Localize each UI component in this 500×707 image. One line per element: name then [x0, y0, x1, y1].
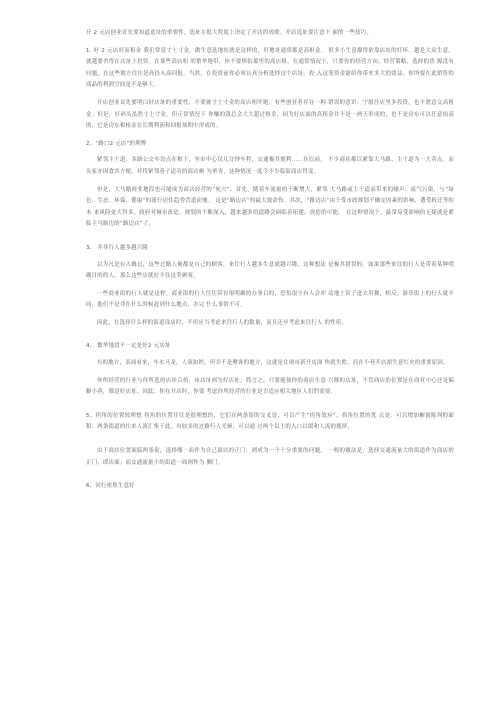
body-paragraph: 但是，大马路商业地段也可能成为商店经营的“死穴”。首先，随着车流量的不断增大，紧邻 大马路或主干道而带来的噪声、废气污染，与“绿色、生态、环保、健康”的流行居住趋势背道而驰。 这是“路边店”的最大致命伤。其次，“路边店”由于受市政规划不确定因素的影响，遭受拆迁等的未 来风险更大得多，政府对城市改造、规划的不断深入，越来越多的道路会面临着拓建、改造的可能。 在这种情况下，最常易受影响的无疑就是紧临主马路边的“路边店”了。: [86, 186, 454, 228]
body-paragraph: 开 2 元店创业首先要知道选址的重要性，选址在很大程度上决定了开店的成败。开店选址要注意下 面的一些技巧。: [86, 30, 372, 36]
body-paragraph: 以为凡是有人路过，这些过路人便都是自己的顾客，来往行人越多生意就越兴隆，这种想法 是极其错误的。如果那些来往的行人是带着某种明确目的的人，那么这些店就拉不住这类顾客。: [86, 261, 454, 280]
body-paragraph: 你所经营的行业与你所选的店址合拍，该店址则为好店址。简言之，只要能使你的商店生意 兴隆的店址，不管商店的位置是在商业中心还是偏僻小巷，都是好店址。因此，你在开店时，你要 考虑你所经营的行业是否适应相关地区人们的需要。: [86, 377, 454, 396]
body-paragraph: 1. 好 2 元店旺而租金 我们常说寸土寸金，做生意选地址就是这样的，好地址通常都是高租金。 很多小生意都得依靠店址的好坏，越是大众生意，就越要舍得在店址上投资。在那些高店租 的繁华地带，你不要惧怕那里的高店租，在通常情况下，只要你的经营方向、经营策略、选择的货 源没有问题，在这些地方往往是高投入高回报。当然，在投资前你必须认真分析选择这个店址。投 入这笔资金能给你带来多大的效益，你所要在此销售的商品的利润空间是不是够大。: [86, 47, 454, 89]
section-heading: 3、 并非行人越多越兴隆: [86, 244, 149, 251]
body-paragraph: 一些商业街的行人就是这样。商业街的行人往往带有很明确的办事目的，恐怕很少有人会冲 动地上馆子进去用餐，相反，游乐街上的行人就不同，他们不是非在什么时候赶到什么地点，办完 什么事情不可。: [86, 290, 454, 309]
section-heading: 4、 繁华地段不一定是好2 元店址: [86, 343, 171, 350]
section-heading: 6、同行密集生意好: [86, 483, 135, 490]
body-paragraph: 开店创业首先要明白好店址的重要性，不要被寸土寸金的高店租吓跑。有些创业者存在一种 错误的意识：宁愿往店里多投资，也不愿意交高租金。但是，好码头虽然寸土寸金，但正常情况下 你赚的钱总会大大超过租金，因为好店面的高租金并不是一两天形成的，也不是房东可以任意抬高 的，它是房东和租金在长期利润和回报预期中形成的。: [86, 99, 454, 130]
section-heading: 2、“路口2 元店”的利弊: [86, 140, 147, 147]
body-paragraph: 紧邻主干道，多路公交车设点在根下，至市中心仅几分钟车程，交通极其便利……在以前， 不少商店都以紧靠大马路、主干道为一大卖点，而头家亦因食其方便，对将紧邻巷子道旁的商店颇 为垂青，这种情况一度令不少临街商店得宠。: [86, 157, 454, 175]
body-paragraph: 5、拐角的位置较理想 拐角的位置往往是很理想的，它们在两条街的交叉处，可以产生“拐角效应”。拐角位置的优 点是：可以增加橱窗陈列的面积。两条街道的往来人流汇集于此，有较多的过路行人光顾；可以通 过两个以上的入口以缓和人流的拥挤。: [86, 412, 454, 431]
body-paragraph: 有的地方，表面看来，车水马龙，人流如织，但并不是聚客的地方，这就是在闹市新开店面 快就失败，而在小巷开店却生意红火的重要原因。: [97, 360, 449, 367]
body-paragraph: 因此，在选择什么样的街道设店时，不但应当考虑来往行人的数量，而且还应考虑来往行人 的性质。: [97, 319, 348, 326]
body-paragraph: 由于商店位置面临两条街，选择哪一面作为自己商店的正门，则成为一个十分重要的问题。 一般的做法是，选择交通流量大的街道作为商店的正门，即店面；而交通流量小的街道一面则作为 侧门。: [86, 448, 454, 466]
